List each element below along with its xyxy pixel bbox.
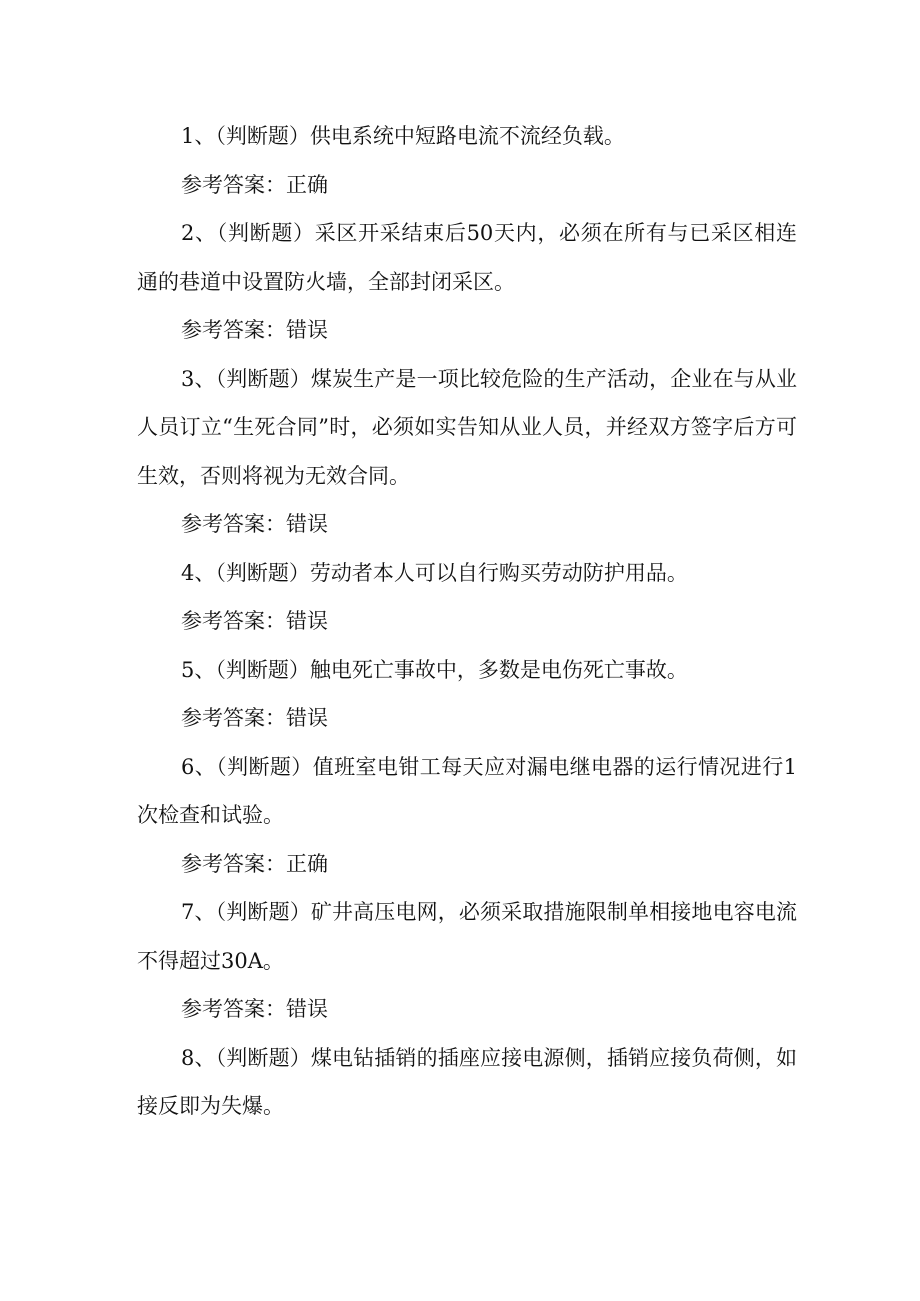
question-list [137, 112, 797, 1131]
question-5: 5、（判断题）触电死亡事故中，多数是电伤死亡事故。 [181, 657, 688, 682]
question-8: 8、（判断题）煤电钻插销的插座应接电源侧，插销应接负荷侧，如接反即为失爆。 [137, 1045, 797, 1118]
answer-5: 参考答案：错误 [181, 706, 328, 730]
question-2: 2、（判断题）采区开采结束后50天内，必须在所有与已采区相连通的巷道中设置防火墙，全部封闭采区。 [137, 221, 797, 294]
question-1: 1、（判断题）供电系统中短路电流不流经负载。 [181, 124, 625, 148]
answer-4: 参考答案：错误 [181, 609, 328, 633]
answer-1: 参考答案：正确 [181, 172, 328, 197]
answer-6: 参考答案：正确 [181, 851, 328, 876]
question-7: 7、（判断题）矿井高压电网，必须采取措施限制单相接地电容电流不得超过30A。 [137, 900, 797, 973]
answer-2: 参考答案：错误 [181, 318, 328, 342]
question-3: 3、（判断题）煤炭生产是一项比较危险的生产活动，企业在与从业人员订立“生死合同”时，必须如实告知从业人员，并经双方签字后方可生效，否则将视为无效合同。 [137, 366, 797, 488]
question-4: 4、（判断题）劳动者本人可以自行购买劳动防护用品。 [181, 560, 688, 585]
answer-7: 参考答案：错误 [181, 997, 328, 1021]
answer-3: 参考答案：错误 [181, 512, 328, 536]
question-6: 6、（判断题）值班室电钳工每天应对漏电继电器的运行情况进行1次检查和试验。 [137, 754, 797, 827]
